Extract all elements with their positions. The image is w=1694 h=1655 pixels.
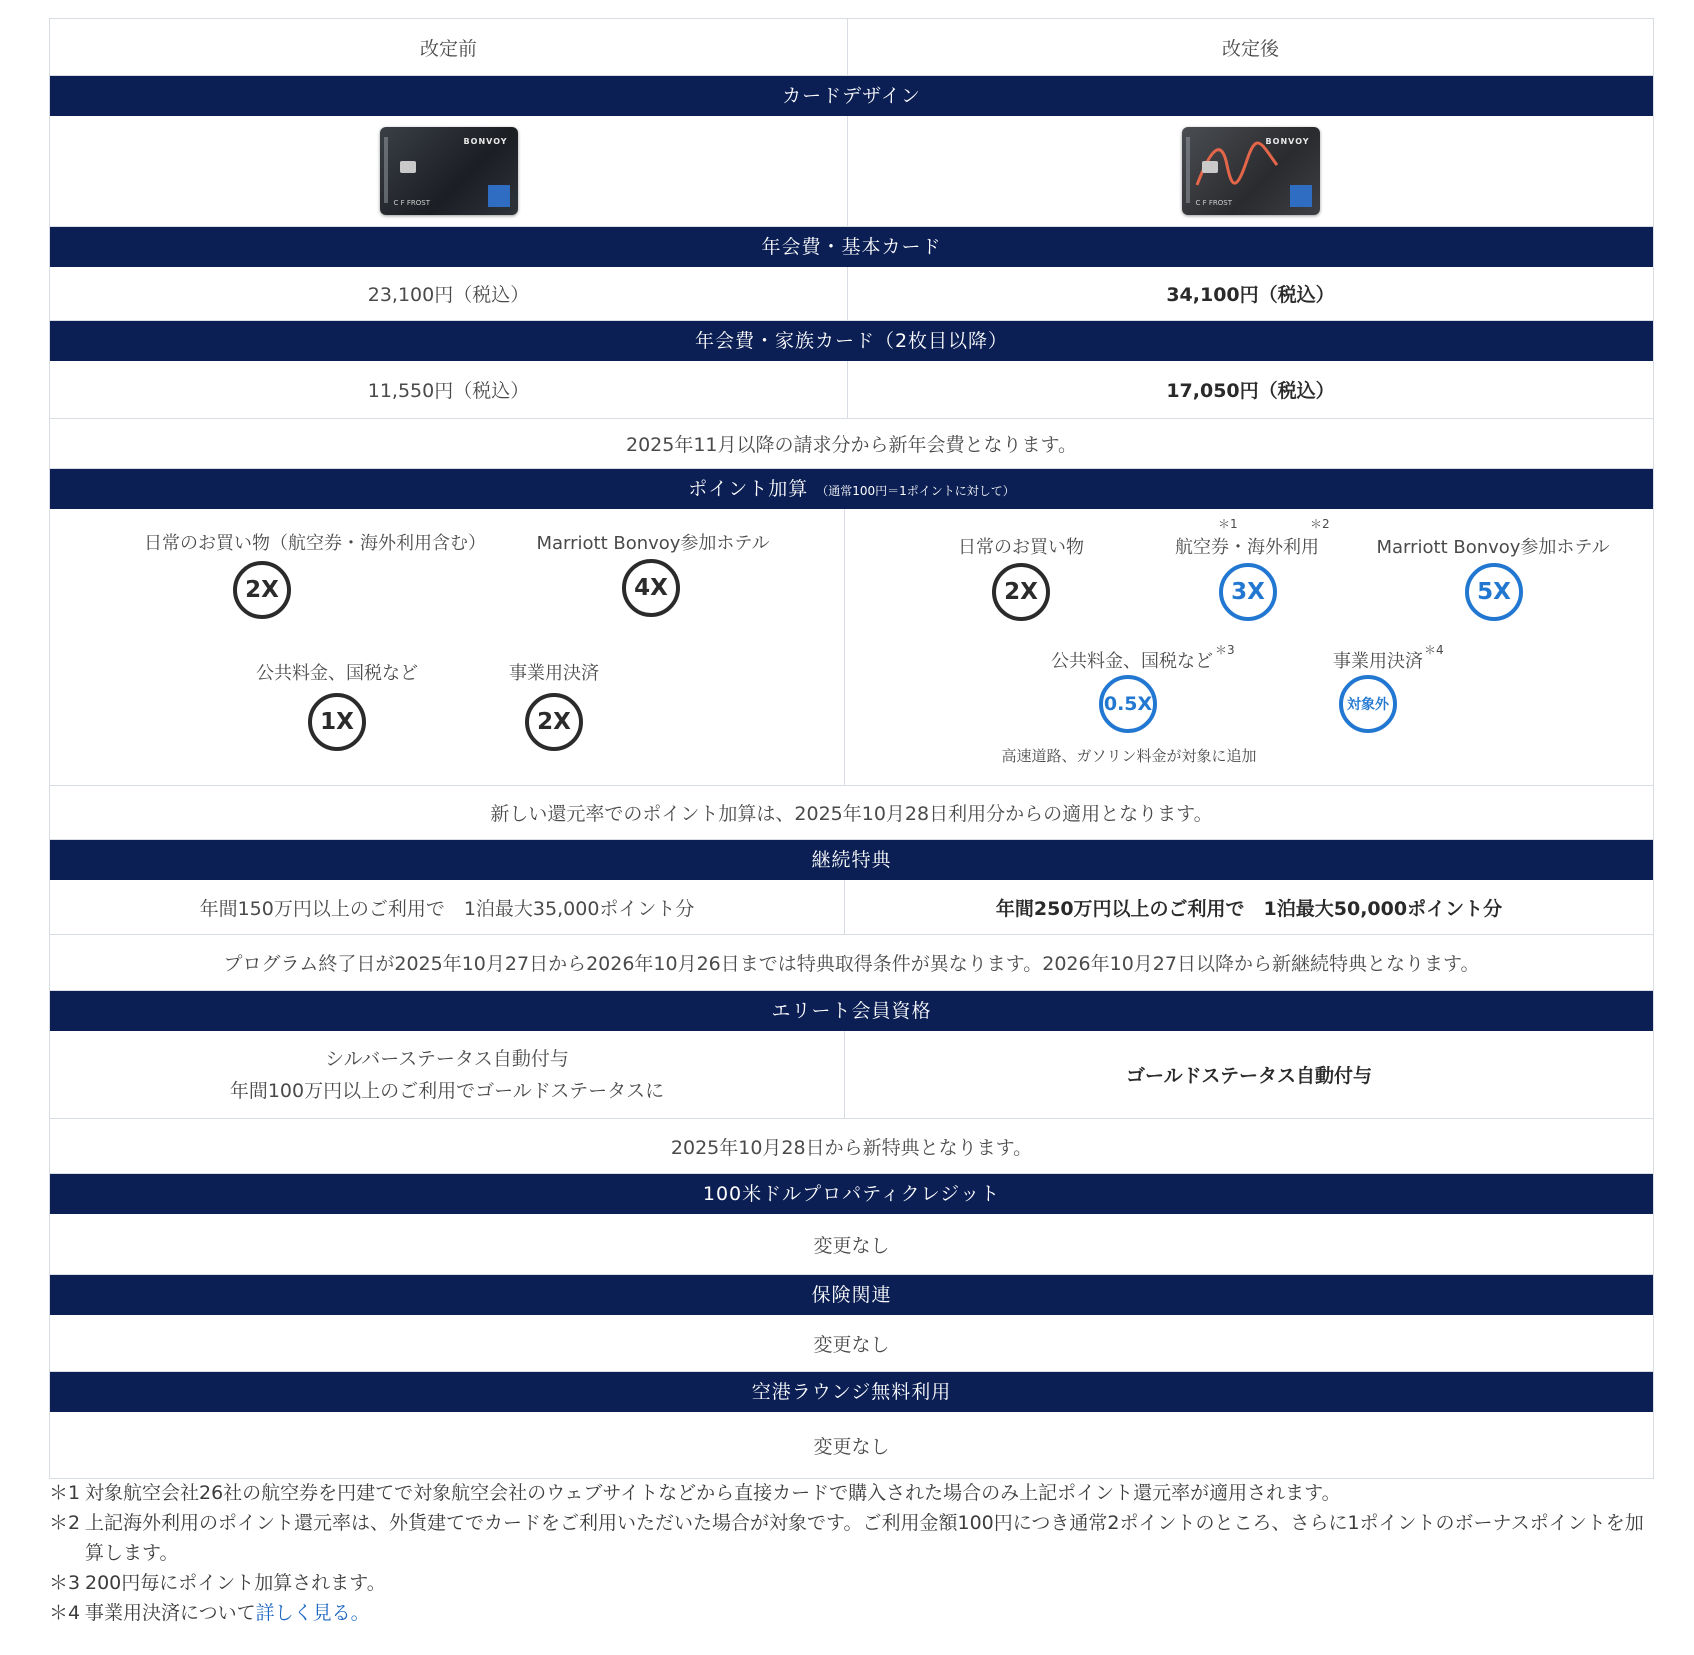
before-business-label: 事業用決済 bbox=[509, 663, 599, 684]
before-utility-rate: 1X bbox=[308, 693, 366, 751]
elite-note-row bbox=[50, 1119, 1653, 1174]
renewal-row bbox=[50, 880, 1653, 935]
elite-before-line2: 年間100万円以上のご利用でゴールドステータスに bbox=[229, 1079, 665, 1102]
points-title: ポイント加算 bbox=[688, 478, 809, 500]
elite-note: 2025年10月28日から新特典となります。 bbox=[670, 1136, 1033, 1159]
renewal-after: 年間250万円以上のご利用で 1泊最大50,000ポイント分 bbox=[844, 880, 1653, 934]
card-design-row bbox=[50, 116, 1653, 227]
renewal-note: プログラム終了日が2025年10月27日から2026年10月26日までは特典取得条件が異なります。2026年10月27日以降から新継続特典となります。 bbox=[223, 953, 1480, 975]
section-annual-fee-basic: 年会費・基本カード bbox=[50, 227, 1653, 267]
after-utility-sup: ＊3 bbox=[1215, 643, 1235, 657]
card-brand: BONVOY bbox=[1265, 137, 1310, 146]
after-daily-rate: 2X bbox=[992, 563, 1050, 621]
before-utility-label: 公共料金、国税など bbox=[256, 663, 418, 684]
after-air-sup1: ＊1 bbox=[1218, 517, 1238, 531]
amex-logo-icon bbox=[1290, 185, 1312, 207]
elite-before-line1: シルバーステータス自動付与 bbox=[325, 1047, 569, 1070]
column-header-row bbox=[50, 19, 1653, 76]
family-fee-row bbox=[50, 361, 1653, 419]
after-business-sup: ＊4 bbox=[1424, 643, 1444, 657]
basic-fee-before: 23,100円（税込） bbox=[367, 284, 530, 306]
after-daily-label: 日常のお買い物 bbox=[958, 537, 1084, 558]
points-note: 新しい還元率でのポイント加算は、2025年10月28日利用分からの適用となります。 bbox=[490, 803, 1213, 825]
before-daily-label: 日常のお買い物（航空券・海外利用含む） bbox=[144, 533, 486, 554]
section-points bbox=[50, 469, 1653, 509]
section-elite: エリート会員資格 bbox=[50, 991, 1653, 1031]
section-annual-fee-family: 年会費・家族カード（2枚目以降） bbox=[50, 321, 1653, 361]
points-note-row bbox=[50, 786, 1653, 840]
before-daily-rate: 2X bbox=[233, 561, 291, 619]
before-hotel-label: Marriott Bonvoy参加ホテル bbox=[536, 533, 770, 554]
after-utility-label: 公共料金、国税など bbox=[1051, 651, 1213, 672]
insurance-row bbox=[50, 1315, 1653, 1372]
card-before-image bbox=[380, 127, 518, 215]
card-name: C F FROST bbox=[393, 199, 430, 207]
section-insurance: 保険関連 bbox=[50, 1275, 1653, 1315]
after-air-sup2: ＊2 bbox=[1310, 517, 1330, 531]
card-after-cell bbox=[847, 116, 1653, 226]
chip-icon bbox=[400, 161, 416, 173]
card-before-cell bbox=[50, 116, 847, 226]
elite-after: ゴールドステータス自動付与 bbox=[844, 1031, 1653, 1118]
section-card-design: カードデザイン bbox=[50, 76, 1653, 116]
renewal-before: 年間150万円以上のご利用で 1泊最大35,000ポイント分 bbox=[199, 897, 695, 920]
column-after: 改定後 bbox=[847, 19, 1653, 75]
points-row bbox=[50, 509, 1653, 786]
after-business-rate: 対象外 bbox=[1339, 675, 1397, 733]
section-renewal: 継続特典 bbox=[50, 840, 1653, 880]
after-utility-note: 高速道路、ガソリン料金が対象に追加 bbox=[1001, 747, 1257, 765]
points-subtitle: （通常100円＝1ポイントに対して） bbox=[816, 484, 1015, 498]
card-after-image bbox=[1182, 127, 1320, 215]
property-credit-row bbox=[50, 1214, 1653, 1275]
after-air-label: 航空券・海外利用 bbox=[1175, 537, 1319, 558]
before-hotel-rate: 4X bbox=[622, 559, 680, 617]
after-hotel-label: Marriott Bonvoy参加ホテル bbox=[1376, 537, 1610, 558]
chip-icon bbox=[1202, 161, 1218, 173]
details-link[interactable]: 詳しく見る。 bbox=[255, 1602, 370, 1624]
fee-note: 2025年11月以降の請求分から新年会費となります。 bbox=[625, 434, 1077, 456]
footnote-3: ＊3 200円毎にポイント加算されます。 bbox=[49, 1572, 386, 1594]
after-hotel-rate: 5X bbox=[1465, 563, 1523, 621]
insurance-value: 変更なし bbox=[813, 1333, 890, 1356]
lounge-value: 変更なし bbox=[813, 1435, 890, 1458]
footnotes bbox=[49, 1478, 1659, 1628]
elite-row bbox=[50, 1031, 1653, 1119]
before-business-rate: 2X bbox=[525, 693, 583, 751]
column-before: 改定前 bbox=[419, 37, 477, 60]
basic-fee-row bbox=[50, 267, 1653, 321]
elite-before bbox=[50, 1031, 844, 1118]
section-lounge: 空港ラウンジ無料利用 bbox=[50, 1372, 1653, 1412]
footnote-2: ＊2 上記海外利用のポイント還元率は、外貨建てでカードをご利用いただいた場合が対象です。ご利用金額100円につき通常2ポイントのところ、さらに1ポイントのボーナスポイントを加算します。 bbox=[49, 1512, 1644, 1564]
family-fee-after: 17,050円（税込） bbox=[847, 361, 1653, 418]
lounge-row bbox=[50, 1412, 1653, 1478]
card-brand: BONVOY bbox=[463, 137, 508, 146]
section-property-credit: 100米ドルプロパティクレジット bbox=[50, 1174, 1653, 1214]
after-business-label: 事業用決済 bbox=[1333, 651, 1423, 672]
fee-note-row bbox=[50, 419, 1653, 469]
property-credit-value: 変更なし bbox=[813, 1234, 890, 1257]
amex-logo-icon bbox=[488, 185, 510, 207]
footnote-1: ＊1 対象航空会社26社の航空券を円建てで対象航空会社のウェブサイトなどから直接カードで購入された場合のみ上記ポイント還元率が適用されます。 bbox=[49, 1482, 1341, 1504]
footnote-4: ＊4 事業用決済について詳しく見る。 bbox=[49, 1602, 370, 1624]
card-name: C F FROST bbox=[1195, 199, 1232, 207]
after-utility-rate: 0.5X bbox=[1099, 675, 1157, 733]
basic-fee-after: 34,100円（税込） bbox=[847, 267, 1653, 320]
renewal-note-row bbox=[50, 935, 1653, 991]
comparison-table bbox=[49, 18, 1654, 1479]
after-air-rate: 3X bbox=[1219, 563, 1277, 621]
family-fee-before: 11,550円（税込） bbox=[367, 380, 530, 402]
